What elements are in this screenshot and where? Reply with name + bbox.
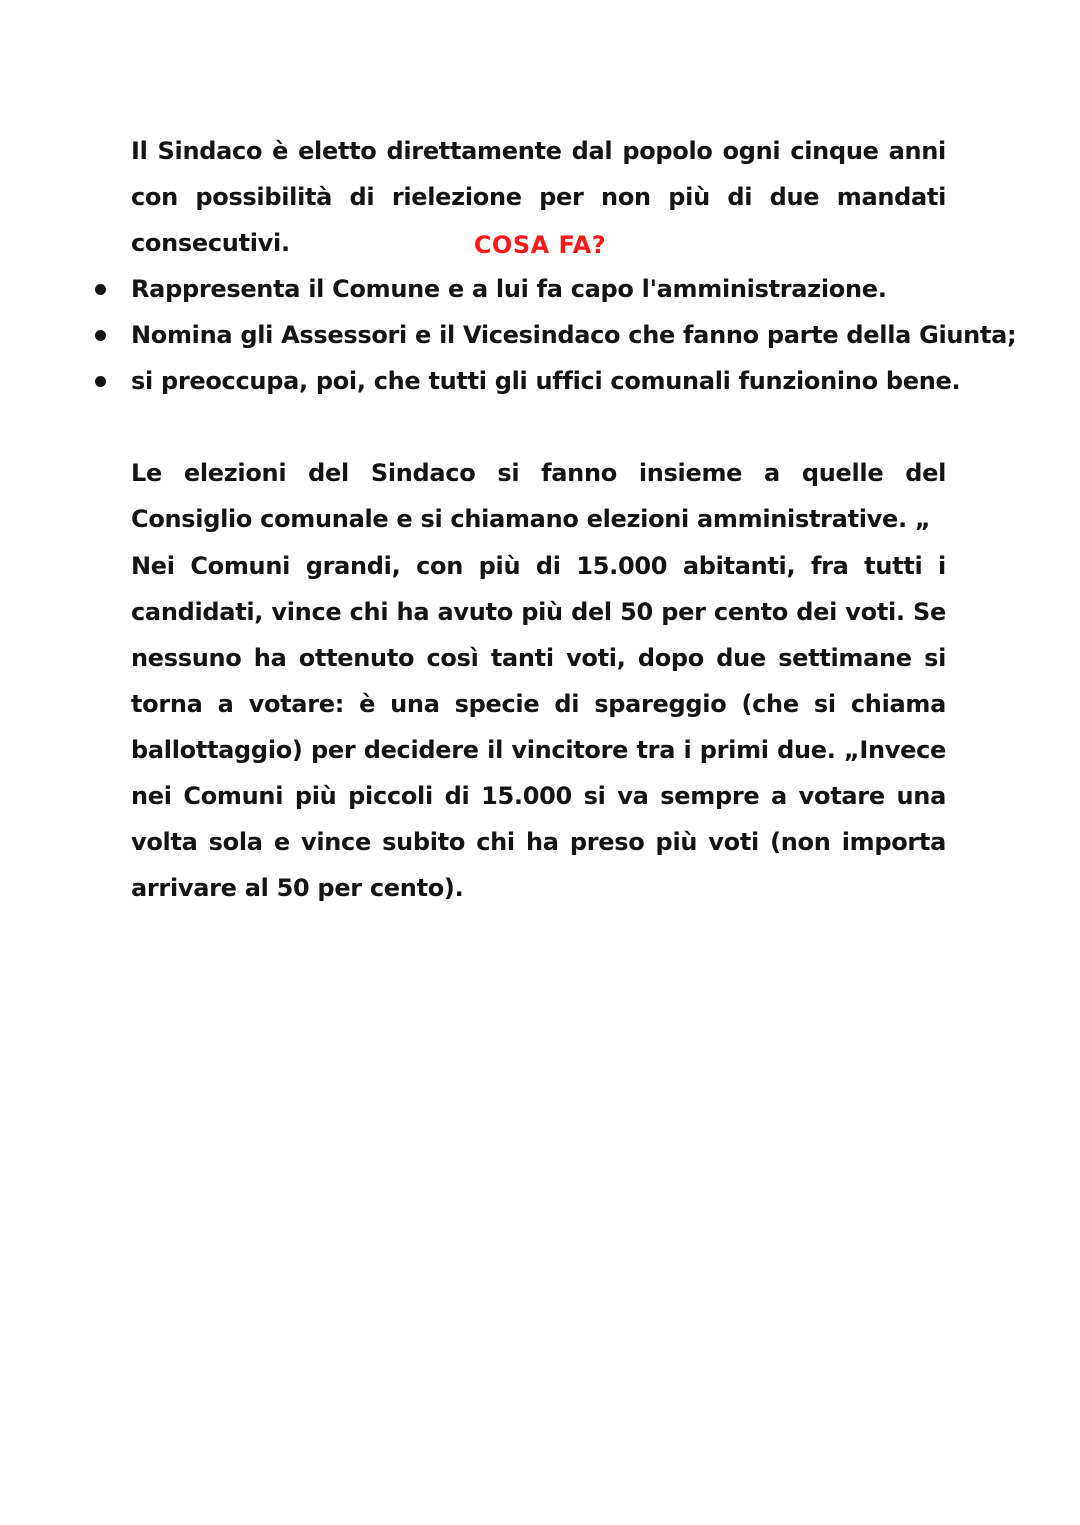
list-item	[0, 266, 1080, 312]
bullet-icon	[95, 330, 106, 341]
section-heading: COSA FA?	[473, 231, 607, 259]
bullet-icon	[95, 376, 106, 387]
duties-list	[0, 266, 1080, 404]
elections-paragraph: Le elezioni del Sindaco si fanno insieme a quelle del Consiglio comunale e si chiamano elezioni amministrative. „	[131, 459, 946, 533]
bullet-icon	[95, 284, 106, 295]
list-item	[0, 312, 1080, 358]
list-item-text: Rappresenta il Comune e a lui fa capo l'amministrazione.	[131, 275, 887, 303]
municipalities-paragraph: Nei Comuni grandi, con più di 15.000 abitanti, fra tutti i candidati, vince chi ha avuto più del 50 per cento dei voti. Se nessuno ha ottenuto così tanti voti, dopo due settimane si torna a votare: è una specie di spareggio (che si chiama ballottaggio) per decidere il vincitore tra i primi due. „Invece nei Comuni più piccoli di 15.000 si va sempre a votare una volta sola e vince subito chi ha preso più voti (non importa arrivare al 50 per cento).	[131, 552, 946, 902]
list-item-text: si preoccupa, poi, che tutti gli uffici comunali funzionino bene.	[131, 367, 961, 395]
list-item	[0, 358, 1080, 404]
intro-paragraph: Il Sindaco è eletto direttamente dal popolo ogni cinque anni con possibilità di rielezione per non più di due mandati consecutivi.	[131, 137, 946, 257]
list-item-text: Nomina gli Assessori e il Vicesindaco che fanno parte della Giunta;	[131, 321, 1017, 349]
